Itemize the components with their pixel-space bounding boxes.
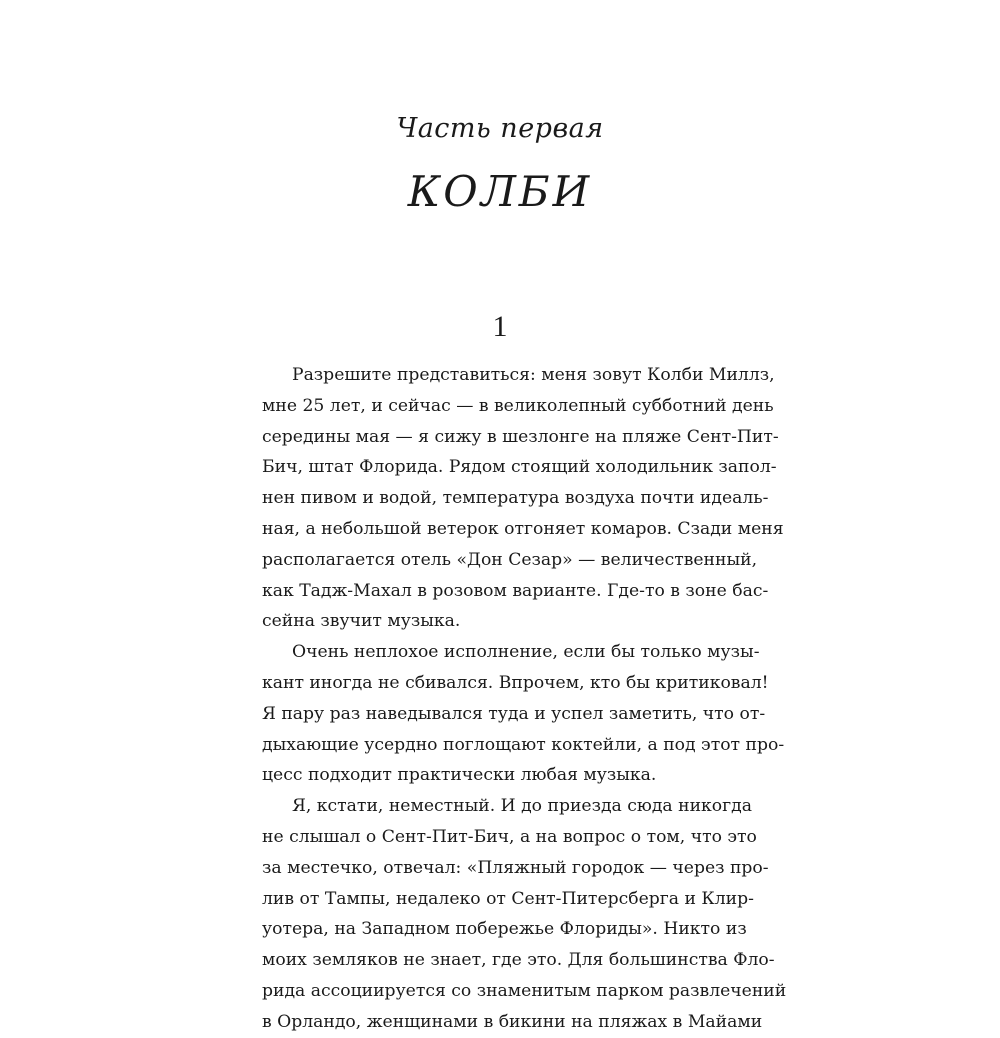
text-line: моих земляков не знает, где это. Для большинства Фло-: [262, 950, 775, 971]
chapter-body-text: [262, 360, 787, 1038]
text-line: рида ассоциируется со знаменитым парком развлечений: [262, 980, 787, 1001]
chapter-number: 1: [492, 310, 508, 343]
text-line: цесс подходит практически любая музыка.: [262, 765, 657, 786]
text-line: Я, кстати, неместный. И до приезда сюда никогда: [292, 796, 752, 817]
text-line: лив от Тампы, недалеко от Сент-Питерсберга и Клир-: [262, 888, 754, 909]
text-line: уотера, на Западном побережье Флориды». Никто из: [262, 919, 747, 940]
text-line: дыхающие усердно поглощают коктейли, а под этот про-: [262, 734, 785, 755]
text-line: кант иногда не сбивался. Впрочем, кто бы критиковал!: [262, 672, 769, 693]
text-line: Разрешите представиться: меня зовут Колби Миллз,: [292, 365, 775, 385]
text-line: не слышал о Сент-Пит-Бич, а на вопрос о том, что это: [262, 826, 757, 847]
text-line: за местечко, отвечал: «Пляжный городок — через про-: [262, 857, 769, 878]
text-line: Бич, штат Флорида. Рядом стоящий холодильник запол-: [262, 457, 777, 478]
text-line: как Тадж-Махал в розовом варианте. Где-то в зоне бас-: [262, 580, 769, 601]
text-line: Очень неплохое исполнение, если бы только музы-: [292, 642, 760, 663]
text-line: нен пивом и водой, температура воздуха почти идеаль-: [262, 488, 769, 509]
part-title: КОЛБИ: [407, 167, 593, 216]
text-line: ная, а небольшой ветерок отгоняет комаров. Сзади меня: [262, 518, 784, 539]
text-line: середины мая — я сижу в шезлонге на пляже Сент-Пит-: [262, 426, 779, 447]
text-line: располагается отель «Дон Сезар» — величественный,: [262, 549, 758, 570]
text-line: мне 25 лет, и сейчас — в великолепный субботний день: [262, 395, 774, 416]
part-label: Часть первая: [396, 113, 604, 144]
text-line: Я пару раз наведывался туда и успел заметить, что от-: [262, 703, 766, 724]
text-line: в Орландо, женщинами в бикини на пляжах в Майами: [262, 1011, 763, 1032]
text-line: сейна звучит музыка.: [262, 611, 461, 632]
